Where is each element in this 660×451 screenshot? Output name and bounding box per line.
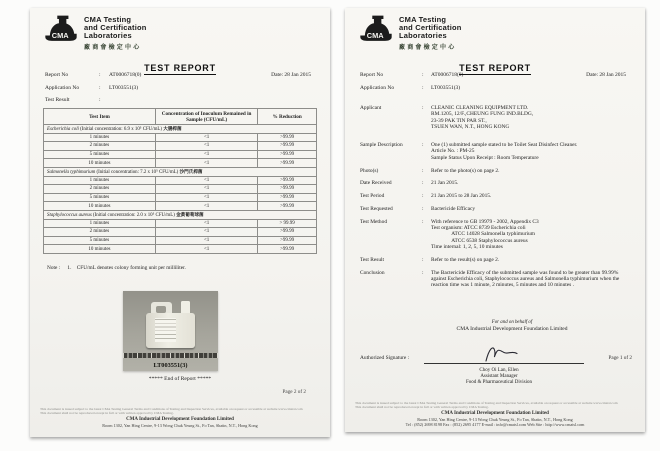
report-no-row: Report No : AT0006718(0) Date: 28 Jan 2015: [45, 72, 311, 78]
result-row: 10 minutes <1 >99.99: [44, 202, 317, 211]
field-row: Test Period : 21 Jan 2015 to 28 Jan 2015.: [360, 193, 632, 199]
result-row: 10 minutes <1 >99.99: [44, 159, 317, 168]
logo-name-line1: CMA Testing: [84, 15, 132, 24]
field-value: CLEANIC CLEANING EQUIPMENT LTD. RM.1205, 12/F.,CHEUNG FUNG IND.BLDG, 23-39 PAK TIN PAR ST., TSUEN WAN, N.T., HONG KONG: [431, 105, 534, 130]
result-row: 10 minutes <1 >99.99: [44, 245, 317, 254]
results-table: [43, 108, 317, 254]
field-value: Refer to the photo(s) on page 2.: [431, 167, 500, 174]
disclaimer-line: This document is issued subject to the latest CMA Testing General Terms and Conditions of Testing and Inspection Services, available on request or accessible at website www.cmatsl.com: [40, 407, 303, 412]
cma-microscope-logo-icon: [44, 14, 78, 51]
field-value: One (1) submitted sample stated to be Toilet Seat Disinfect Cleaner. Article No. : PM-25 Sample Status Upon Receipt : Room Temperature: [431, 142, 578, 161]
page-footer: [40, 407, 320, 428]
application-no-row: Application No : LT003551(3): [45, 84, 139, 91]
logo-text: [399, 14, 462, 51]
footer-company: CMA Industrial Development Foundation Limited: [126, 417, 234, 423]
photo-caption: LT003551(3): [153, 361, 188, 369]
sample-jug-image: [144, 301, 198, 353]
svg-text:CMA: CMA: [51, 30, 69, 40]
disclaimer-line: This document is issued subject to the latest CMA Testing General Terms and Conditions of Testing and Inspection Services, available on request or accessible at website www.cmatsl.com: [355, 401, 618, 406]
field-value: Bactericide Efficacy: [431, 205, 476, 212]
result-row: 1 minutes <1 >99.99: [44, 176, 317, 185]
organism-group-row: Salmonella typhimurium (Initial concentration: 7.2 x 10⁵ CFU/mL) 沙門氏桿菌: [44, 167, 317, 176]
logo-name-line1: CMA Testing: [399, 15, 447, 24]
signatory-name: Choy Oi Lan, Ellen: [479, 368, 519, 373]
field-row: Test Requested : Bactericide Efficacy: [360, 206, 632, 212]
application-no-value: LT003551(3): [109, 84, 139, 91]
report-meta-left: [45, 72, 315, 110]
field-value: With reference to GB 19979 - 2002, Appendix C3 Test organism: ATCC 8739 Escherichia coli ATCC 14028 Salmonella typhimurium ATCC 6538 Staphylococcus aureus Time internal: 1, 2, 5, 10 minutes: [431, 218, 539, 250]
logo-chinese-name: 廠商會檢定中心: [399, 44, 457, 51]
application-no-row: Application No : LT003551(3): [360, 84, 461, 91]
document-title: TEST REPORT: [459, 63, 531, 73]
field-row: Sample Description : One (1) submitted sample stated to be Toilet Seat Disinfect Cleaner. Article No. : PM-25 Sample Status Upon Receipt : Room Temperature: [360, 142, 632, 161]
fields-container: [360, 105, 632, 295]
note: Note : 1. CFU/mL denotes colony forming unit per milliliter.: [47, 265, 186, 271]
col-reduction: % Reduction: [258, 109, 317, 125]
field-label: Sample Description: [360, 142, 403, 149]
field-value: The Bactericide Efficacy of the submitted sample was found to be greater than 99.99% against Escherichia coli, Staphylococcus aureus and Salmonella typhimurium when the reaction time was 1 minute, 2 minutes, 5 minutes and 10 minutes .: [431, 269, 620, 289]
organism-group-row: Escherichia coli (Initial concentration: 6.9 x 10⁵ CFU/mL) 大腸桿菌: [44, 125, 317, 134]
letterhead: [44, 14, 147, 51]
on-behalf-block: [415, 319, 609, 333]
field-value: 21 Jan 2015.: [431, 180, 459, 187]
col-concentration: Concentration of Inoculum Remained in Sample (CFU/mL): [155, 109, 257, 125]
field-label: Conclusion: [360, 269, 385, 276]
col-test-item: Test Item: [44, 109, 156, 125]
document-title: TEST REPORT: [144, 63, 216, 73]
results-header-row: [44, 109, 317, 125]
footer-contact: Tel : (852) 2698 8198 Fax : (852) 2695 4177 E-mail : info@cmatsl.com Web Site : http://www.cmatsl.com: [405, 422, 585, 427]
page-number: Page 1 of 2: [608, 355, 632, 361]
logo-name-line3: Laboratories: [399, 31, 447, 40]
logo-chinese-name: 廠商會檢定中心: [84, 44, 142, 51]
page-number: Page 2 of 2: [282, 389, 306, 395]
report-page-1: [345, 8, 645, 432]
field-value: Refer to the result(s) on page 2.: [431, 256, 500, 263]
result-row: 1 minutes <1 > 99.99: [44, 219, 317, 228]
letterhead: [359, 14, 462, 51]
jug-label: [153, 316, 178, 344]
field-label: Applicant: [360, 105, 382, 111]
on-behalf-of: For and on behalf of: [491, 320, 533, 325]
footer-company: CMA Industrial Development Foundation Limited: [441, 411, 549, 417]
field-value: 21 Jan 2015 to 28 Jan 2015.: [431, 193, 492, 200]
field-label: Date Received: [360, 180, 392, 187]
end-of-report: ***** End of Report *****: [148, 376, 212, 382]
authorized-signature-label: Authorized Signature :: [360, 355, 410, 361]
report-page-2: [30, 8, 330, 437]
report-meta-right: [360, 72, 630, 97]
result-row: 2 minutes <1 >99.99: [44, 142, 317, 151]
signatory-title: Assistant Manager: [480, 374, 518, 380]
result-row: 5 minutes <1 >99.99: [44, 236, 317, 245]
photo-ruler: [123, 353, 218, 358]
signature-image: [480, 343, 522, 364]
field-row: Applicant : CLEANIC CLEANING EQUIPMENT LTD. RM.1205, 12/F.,CHEUNG FUNG IND.BLDG, 23-39 PAK TIN PAR ST., TSUEN WAN, N.T., HONG KONG: [360, 105, 632, 130]
result-row: 2 minutes <1 >99.99: [44, 185, 317, 194]
field-label: Test Requested: [360, 205, 393, 212]
organism-group-row: Staphylococcus aureus (Initial concentration: 2.0 x 10⁵ CFU/mL) 金黃葡萄球菌: [44, 210, 317, 219]
test-result-row: Test Result :: [45, 97, 101, 103]
logo-name-line3: Laboratories: [84, 31, 132, 40]
result-row: 5 minutes <1 >99.99: [44, 150, 317, 159]
result-row: 2 minutes <1 >99.99: [44, 228, 317, 237]
field-row: Test Result : Refer to the result(s) on page 2.: [360, 257, 632, 263]
result-row: 5 minutes <1 >99.99: [44, 193, 317, 202]
logo-name-line2: and Certification: [399, 23, 462, 32]
result-row: 1 minutes <1 >99.99: [44, 133, 317, 142]
signature-row: [360, 346, 632, 368]
results-table-wrap: [43, 108, 317, 254]
field-label: Test Result: [360, 256, 385, 263]
logo-text: [84, 14, 147, 51]
disclaimer-line: This document shall not be reproduced except in full or with written approval by CMA Testing.: [355, 405, 489, 410]
report-date: Date: 28 Jan 2015: [271, 72, 311, 78]
field-label: Photo(s): [360, 167, 379, 174]
signatory-division: Food & Pharmaceutical Division: [466, 380, 532, 386]
footer-address: Room 1302, Yan Hing Centre, 9-13 Wong Chuk Yeung St., Fo Tan, Shatin, N.T., Hong Kong: [417, 417, 573, 422]
sample-photo: [123, 291, 218, 371]
behalf-company: CMA Industrial Development Foundation Limited: [456, 326, 568, 332]
logo-name-line2: and Certification: [84, 23, 147, 32]
application-no-value: LT003551(3): [431, 84, 461, 91]
field-row: Test Method : With reference to GB 19979 - 2002, Appendix C3 Test organism: ATCC 8739 Escherichia coli ATCC 14028 Salmonella typhimurium ATCC 6538 Staphylococcus aureus Time internal: 1, 2, 5, 10 minutes: [360, 219, 632, 250]
results-table-body: [44, 125, 317, 254]
report-no-row: Report No : AT0006718(0) Date: 28 Jan 2015: [360, 72, 626, 78]
field-row: Conclusion : The Bactericide Efficacy of the submitted sample was found to be greater than 99.99% against Escherichia coli, Staphylococcus aureus and Salmonella typhimurium when the reaction time was 1 minute, 2 minutes, 5 minutes and 10 minutes .: [360, 270, 632, 289]
footer-address: Room 1302, Yan Hing Centre, 9-13 Wong Chuk Yeung St., Fo Tan, Shatin, N.T., Hong Kong: [102, 423, 258, 428]
field-row: Photo(s) : Refer to the photo(s) on page 2.: [360, 168, 632, 174]
field-label: Test Method: [360, 218, 388, 225]
disclaimer-line: This document shall not be reproduced except in full or with written approval by CMA Testing.: [40, 411, 174, 416]
field-row: Date Received : 21 Jan 2015.: [360, 180, 632, 186]
svg-text:CMA: CMA: [366, 30, 384, 40]
report-no-value: AT0006718(0): [109, 72, 142, 78]
page-footer: [355, 401, 635, 427]
report-date: Date: 28 Jan 2015: [586, 72, 626, 78]
cma-microscope-logo-icon: [359, 14, 393, 51]
signatory-block: [424, 368, 574, 387]
report-no-value: AT0006718(0): [431, 72, 464, 78]
field-label: Test Period: [360, 193, 385, 200]
